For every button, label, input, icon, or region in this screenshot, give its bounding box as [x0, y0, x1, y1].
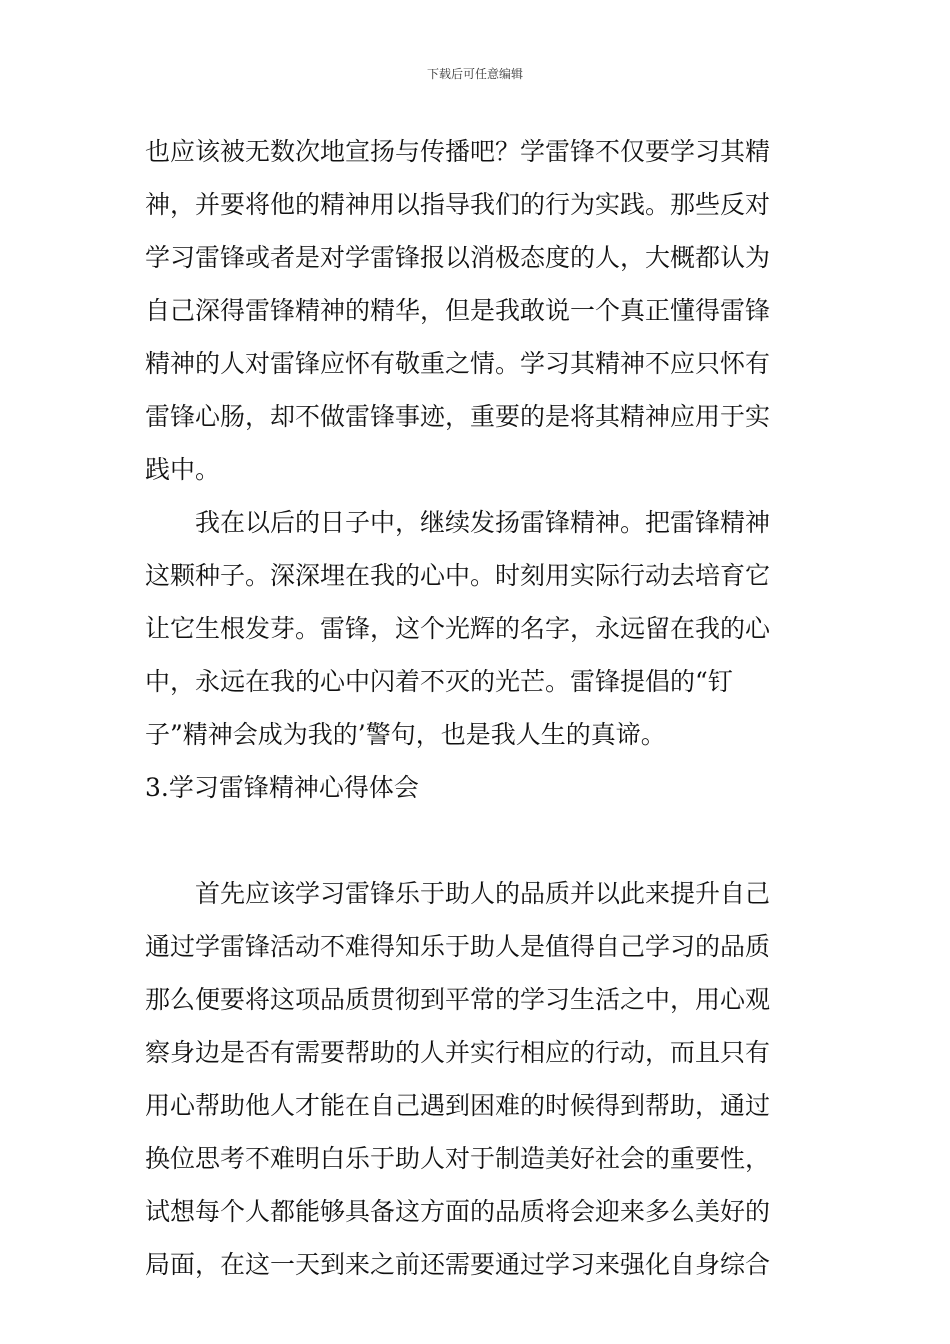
page-header: 下载后可任意编辑	[426, 67, 523, 81]
text-line: 换位思考不难明白乐于助人对于制造美好社会的重要性，	[145, 1144, 771, 1173]
text-line: 自己深得雷锋精神的精华，但是我敢说一个真正懂得雷锋	[145, 296, 771, 325]
text-line: 首先应该学习雷锋乐于助人的品质并以此来提升自己	[145, 879, 771, 908]
text-line: 通过学雷锋活动不难得知乐于助人是值得自己学习的品质	[145, 932, 771, 961]
text-line: 这颗种子。深深埋在我的心中。时刻用实际行动去培育它	[145, 561, 771, 590]
text-line: 雷锋心肠，却不做雷锋事迹，重要的是将其精神应用于实	[145, 402, 771, 431]
text-line: 践中。	[145, 455, 221, 484]
text-line: 用心帮助他人才能在自己遇到困难的时候得到帮助，通过	[145, 1091, 771, 1120]
text-line: 察身边是否有需要帮助的人并实行相应的行动，而且只有	[145, 1038, 771, 1067]
text-line: 神，并要将他的精神用以指导我们的行为实践。那些反对	[145, 190, 771, 219]
section-heading: 3.学习雷锋精神心得体会	[145, 773, 419, 802]
text-line: 那么便要将这项品质贯彻到平常的学习生活之中，用心观	[145, 985, 771, 1014]
text-line: 子”精神会成为我的’警句，也是我人生的真谛。	[145, 720, 666, 749]
text-line: 中，永远在我的心中闪着不灭的光芒。雷锋提倡的“钉	[145, 667, 733, 696]
text-line: 精神的人对雷锋应怀有敬重之情。学习其精神不应只怀有	[145, 349, 771, 378]
text-line: 也应该被无数次地宣扬与传播吧？学雷锋不仅要学习其精	[145, 137, 771, 166]
text-line: 让它生根发芽。雷锋，这个光辉的名字，永远留在我的心	[145, 614, 771, 643]
text-line: 局面，在这一天到来之前还需要通过学习来强化自身综合	[145, 1250, 771, 1279]
text-line: 我在以后的日子中，继续发扬雷锋精神。把雷锋精神	[145, 508, 771, 537]
text-line: 学习雷锋或者是对学雷锋报以消极态度的人，大概都认为	[145, 243, 771, 272]
text-line: 试想每个人都能够具备这方面的品质将会迎来多么美好的	[145, 1197, 771, 1226]
